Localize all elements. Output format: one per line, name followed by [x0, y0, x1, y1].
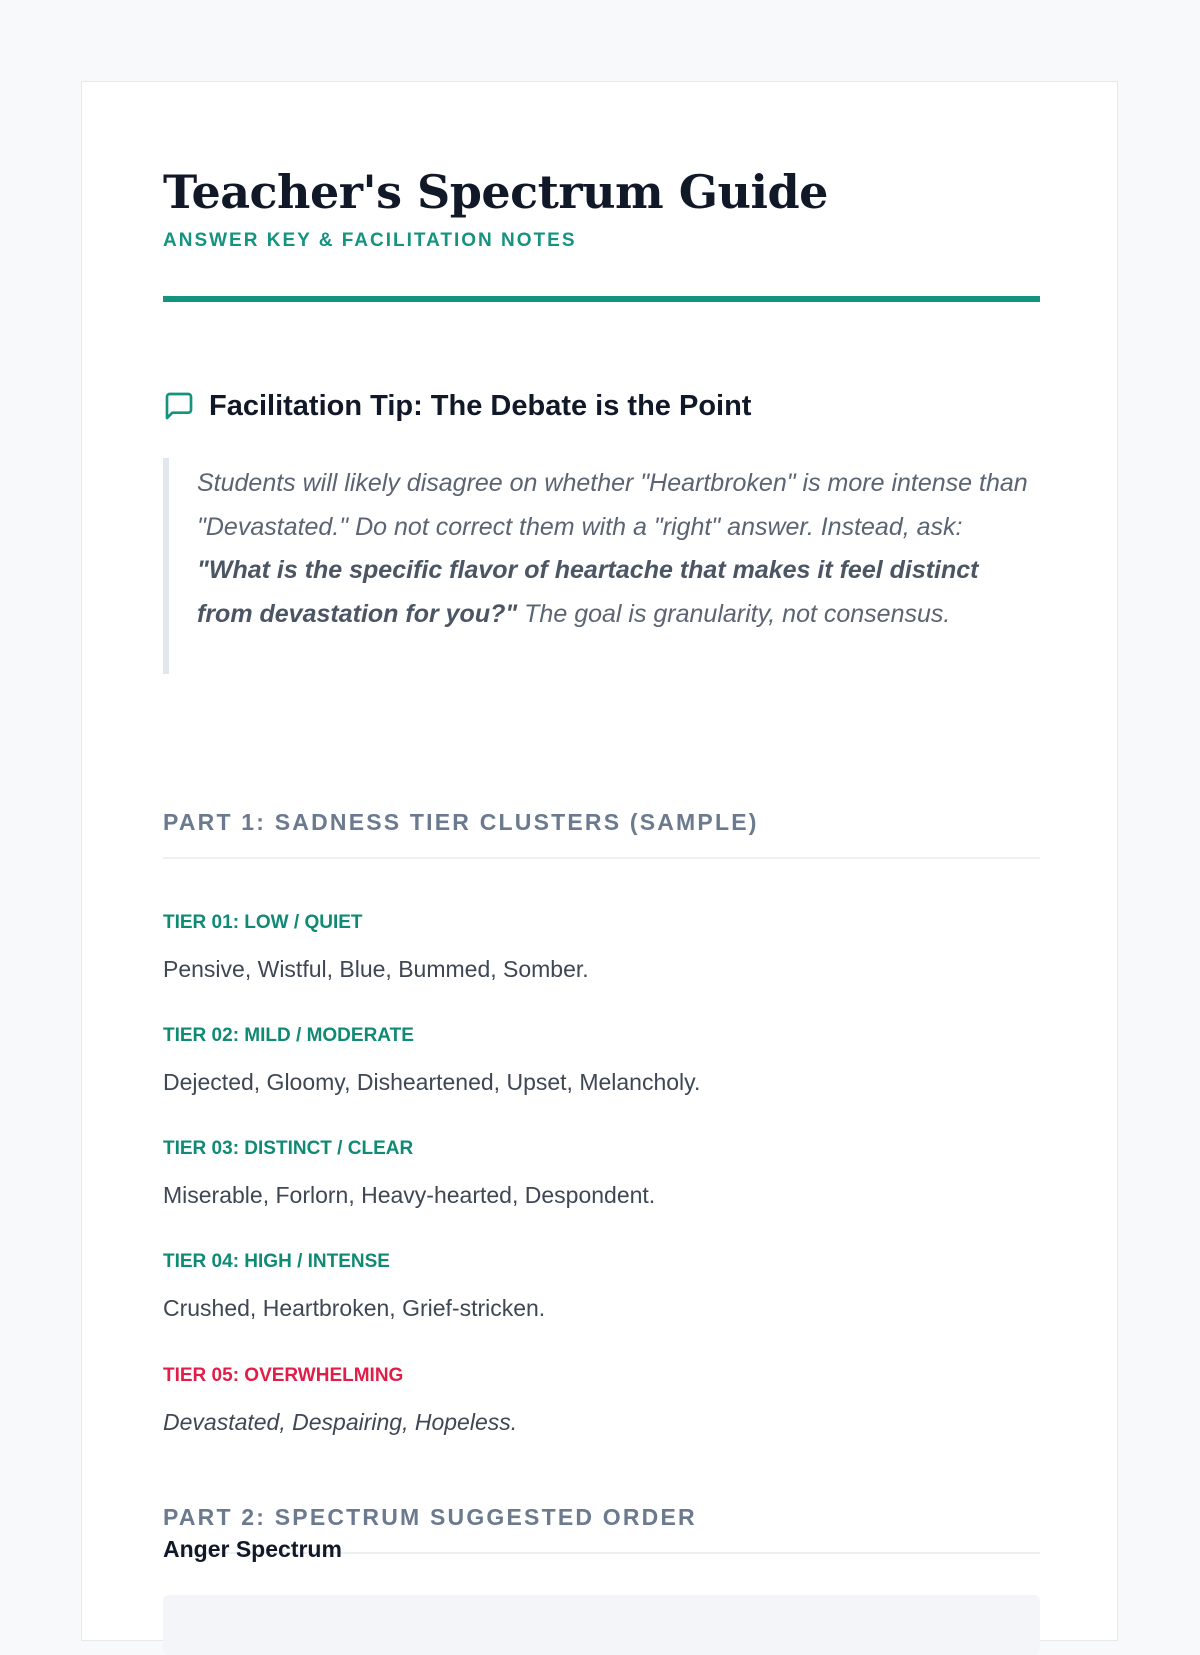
tier-words: Miserable, Forlorn, Heavy-hearted, Despondent. [163, 1182, 656, 1208]
page-title: Teacher's Spectrum Guide [163, 165, 828, 219]
tier-block [163, 1137, 1040, 1209]
tier-label: TIER 03: DISTINCT / CLEAR [163, 1138, 414, 1159]
tier-label: TIER 04: HIGH / INTENSE [163, 1251, 390, 1272]
tier-label: TIER 01: LOW / QUIET [163, 912, 363, 933]
tier-block [163, 911, 1040, 983]
tip-title: Facilitation Tip: The Debate is the Point [209, 389, 752, 422]
tip-emphasis: "What is the specific flavor of heartache that makes it feel distinct from devastation for you?" [197, 556, 979, 628]
tier-label: TIER 05: OVERWHELMING [163, 1365, 404, 1386]
tier-block [163, 1024, 1040, 1096]
part2-heading: PART 2: SPECTRUM SUGGESTED ORDER [163, 1504, 1040, 1554]
tier-words: Crushed, Heartbroken, Grief-stricken. [163, 1295, 546, 1321]
tier-block [163, 1364, 1040, 1436]
tier-label: TIER 02: MILD / MODERATE [163, 1025, 414, 1046]
tier-words: Dejected, Gloomy, Disheartened, Upset, Melancholy. [163, 1069, 701, 1095]
spectrum-order-box [163, 1595, 1040, 1655]
tier-block [163, 1250, 1040, 1322]
part1-heading: PART 1: SADNESS TIER CLUSTERS (SAMPLE) [163, 809, 1040, 859]
tip-text-before: Students will likely disagree on whether "Heartbroken" is more intense than "Devastated." Do not correct them with a "right" answer. Instead, ask: [197, 469, 1028, 541]
tip-text-after: The goal is granularity, not consensus. [517, 599, 951, 628]
tip-heading [163, 386, 1040, 426]
tip-quote [163, 458, 1040, 674]
guide-sheet [81, 81, 1118, 1641]
page-subtitle: ANSWER KEY & FACILITATION NOTES [163, 230, 577, 251]
spectrum-title: Anger Spectrum [163, 1536, 342, 1562]
title-divider [163, 296, 1040, 302]
tier-words: Devastated, Despairing, Hopeless. [163, 1409, 518, 1435]
message-square-icon [163, 390, 195, 422]
tier-words: Pensive, Wistful, Blue, Bummed, Somber. [163, 956, 589, 982]
